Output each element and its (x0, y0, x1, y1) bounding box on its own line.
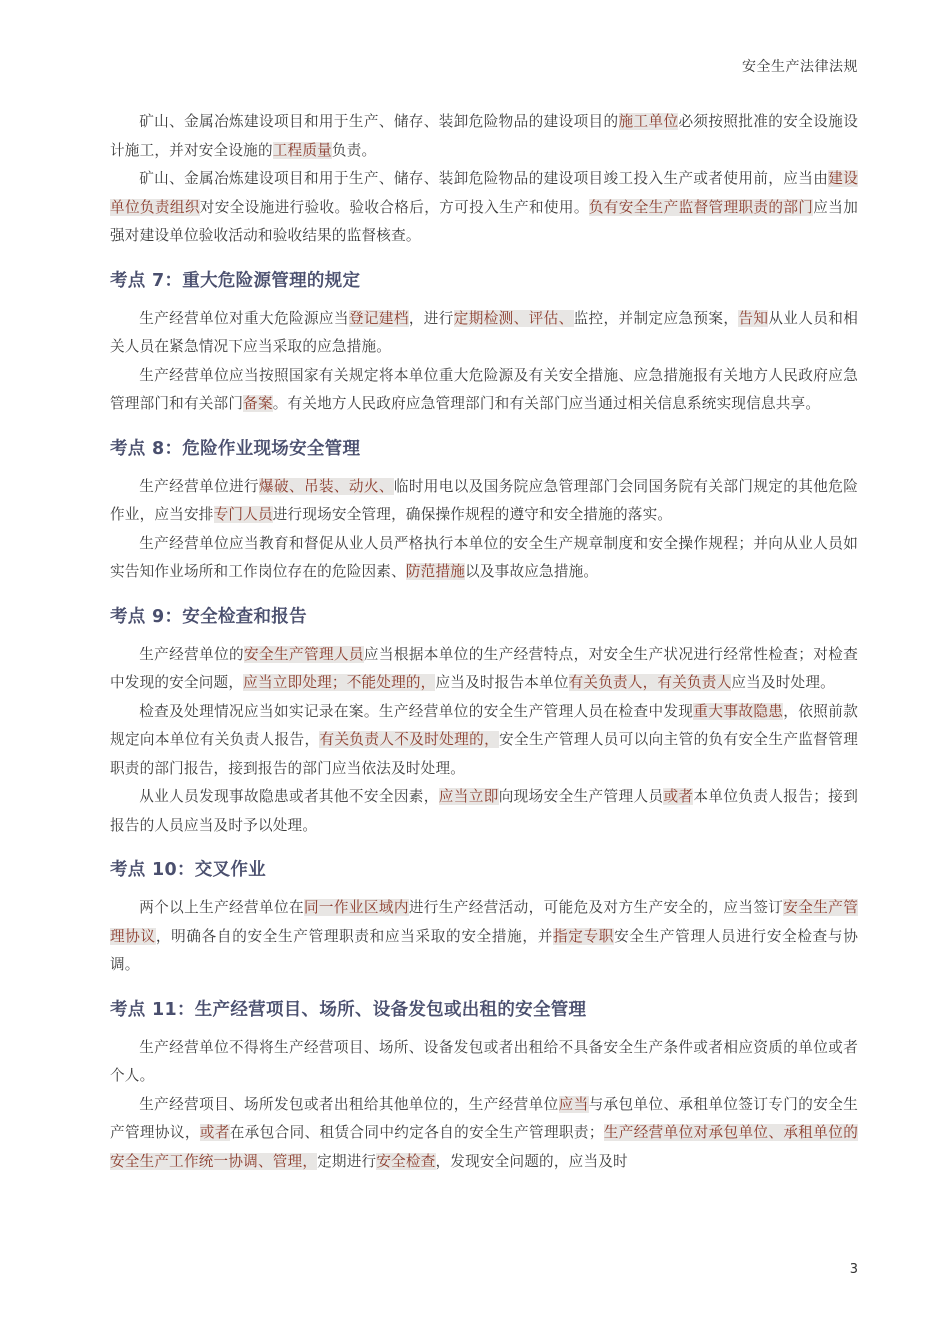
text-run: 检查及处理情况应当如实记录在案。生产经营单位的安全生产管理人员在检查中发现 (139, 702, 694, 720)
highlighted-term: 负有安全生产监督管理职责的部门 (588, 198, 814, 216)
highlighted-term: 同一作业区域内 (303, 899, 409, 916)
text-run: ，进行 (408, 309, 454, 327)
paragraph (110, 894, 858, 980)
page-number: 3 (849, 1262, 858, 1277)
paragraph (110, 473, 858, 530)
section-kaodian-7 (110, 268, 858, 419)
page-content (110, 108, 858, 1176)
text-run: 负责。 (331, 141, 377, 159)
highlighted-term: 生产经营单位对承包单位、承租单位的安全生产工作统一协调、管理， (110, 1124, 858, 1170)
highlighted-term: 或者 (663, 788, 694, 805)
text-run: 矿山、金属冶炼建设项目和用于生产、储存、装卸危险物品的建设项目的 (139, 113, 619, 130)
highlighted-term: 建设单位负责组织 (110, 170, 858, 216)
highlighted-term: 工程质量 (272, 141, 332, 159)
text-run: 临时用电以及国务院应急管理部门会同国务院有关部门规定的其他危险作业，应当安排 (110, 477, 858, 523)
paragraph (110, 305, 858, 362)
text-run: 以及事故应急措施。 (465, 563, 599, 580)
paragraph (110, 362, 858, 419)
section-kaodian-10 (110, 857, 858, 980)
text-run: 进行现场安全管理，确保操作规程的遵守和安全措施的落实。 (272, 506, 673, 523)
text-run: 生产经营单位进行 (139, 477, 260, 495)
text-run: 必须按照批准的安全设施设计施工，并对安全设施的 (110, 113, 858, 159)
text-run: 应当加强对建设单位验收活动和验收结果的监督核查。 (110, 198, 859, 244)
highlighted-term: 有关负责人，有关负责人 (568, 674, 732, 691)
section-heading: 考点 9：安全检查和报告 (110, 606, 307, 627)
text-run: 与承包单位、承租单位签订专门的安全生产管理协议， (110, 1095, 858, 1141)
section-heading: 考点 10：交叉作业 (110, 860, 266, 880)
text-run: ，发现安全问题的，应当及时 (435, 1152, 628, 1170)
highlighted-term: 爆破、吊装、动火、 (259, 477, 394, 495)
highlighted-term: 告知 (738, 309, 769, 327)
text-run: 定期进行 (317, 1152, 377, 1170)
text-run: 本单位负责人报告；接到报告的人员应当及时予以处理。 (110, 788, 858, 834)
text-run: 生产经营项目、场所发包或者出租给其他单位的，生产经营单位 (139, 1095, 559, 1113)
text-run: 生产经营单位应当按照国家有关规定将本单位重大危险源及有关安全措施、应急措施报有关地方人民政府应急管理部门和有关部门 (110, 366, 858, 412)
text-run: 监控，并制定应急预案， (573, 309, 739, 327)
highlighted-term: 安全生产管理协议 (110, 899, 858, 945)
paragraph (110, 783, 858, 840)
running-header: 安全生产法律法规 (742, 59, 858, 75)
text-run: ，明确各自的安全生产管理职责和应当采取的安全措施，并 (155, 927, 553, 945)
paragraph (110, 1091, 858, 1177)
highlighted-term: 应当立即 (438, 788, 499, 805)
text-run: 矿山、金属冶炼建设项目和用于生产、储存、装卸危险物品的建设项目竣工投入生产或者使用前，应当由 (139, 170, 829, 187)
paragraph (110, 698, 858, 784)
highlighted-term: 专门人员 (213, 506, 273, 523)
text-run: 从业人员和相关人员在紧急情况下应当采取的应急措施。 (110, 309, 858, 355)
text-run: 在承包合同、租赁合同中约定各自的安全生产管理职责； (229, 1124, 604, 1141)
text-run: 安全生产管理人员可以向主管的负有安全生产监督管理职责的部门报告，接到报告的部门应当依法及时处理。 (110, 731, 858, 777)
highlighted-term: 应当立即处理；不能处理的， (243, 674, 436, 691)
highlighted-term: 或者 (199, 1124, 230, 1141)
text-run: 应当根据本单位的生产经营特点，对安全生产状况进行经常性检查；对检查中发现的安全问题， (110, 645, 859, 691)
text-run: 从业人员发现事故隐患或者其他不安全因素， (139, 788, 439, 805)
highlighted-term: 备案 (243, 395, 273, 412)
text-run: 应当及时报告本单位 (435, 674, 569, 691)
paragraph (110, 641, 858, 698)
text-run: 两个以上生产经营单位在 (139, 899, 304, 916)
paragraph (110, 530, 858, 587)
text-run: 进行生产经营活动，可能危及对方生产安全的，应当签订 (408, 899, 784, 916)
highlighted-term: 登记建档 (348, 309, 409, 327)
text-run: 安全生产管理人员进行安全检查与协调。 (110, 927, 858, 973)
highlighted-term: 重大事故隐患 (693, 702, 784, 720)
paragraph (110, 1034, 858, 1091)
section-heading: 考点 11：生产经营项目、场所、设备发包或出租的安全管理 (110, 999, 587, 1020)
text-run: 生产经营单位不得将生产经营项目、场所、设备发包或者出租给不具备安全生产条件或者相应资质的单位或者个人。 (110, 1038, 858, 1084)
text-run: 生产经营单位对重大危险源应当 (139, 309, 349, 327)
highlighted-term: 应当 (558, 1095, 589, 1113)
highlighted-term: 有关负责人不及时处理的， (319, 731, 500, 748)
highlighted-term: 安全生产管理人员 (244, 645, 364, 663)
text-run: 对安全设施进行验收。验收合格后，方可投入生产和使用。 (199, 198, 589, 216)
highlighted-term: 定期检测、评估、 (453, 309, 574, 327)
section-heading: 考点 7：重大危险源管理的规定 (110, 270, 361, 291)
highlighted-term: 安全检查 (376, 1152, 436, 1170)
section-heading: 考点 8：危险作业现场安全管理 (110, 438, 361, 459)
text-run: 生产经营单位应当教育和督促从业人员严格执行本单位的安全生产规章制度和安全操作规程；并向从业人员如实告知作业场所和工作岗位存在的危险因素、 (110, 534, 858, 580)
text-run: 向现场安全生产管理人员 (498, 788, 664, 805)
highlighted-term: 防范措施 (405, 563, 466, 580)
intro-section (110, 108, 858, 251)
paragraph (110, 165, 858, 251)
highlighted-term: 施工单位 (618, 113, 679, 130)
text-run: 生产经营单位的 (139, 645, 245, 663)
paragraph (110, 108, 858, 165)
text-run: 应当及时处理。 (731, 674, 835, 691)
section-kaodian-11 (110, 997, 858, 1177)
text-run: ，依照前款规定向本单位有关负责人报告， (110, 702, 858, 748)
section-kaodian-8 (110, 436, 858, 587)
highlighted-term: 指定专职 (552, 927, 615, 945)
section-kaodian-9 (110, 604, 858, 841)
text-run: 。有关地方人民政府应急管理部门和有关部门应当通过相关信息系统实现信息共享。 (272, 395, 821, 412)
